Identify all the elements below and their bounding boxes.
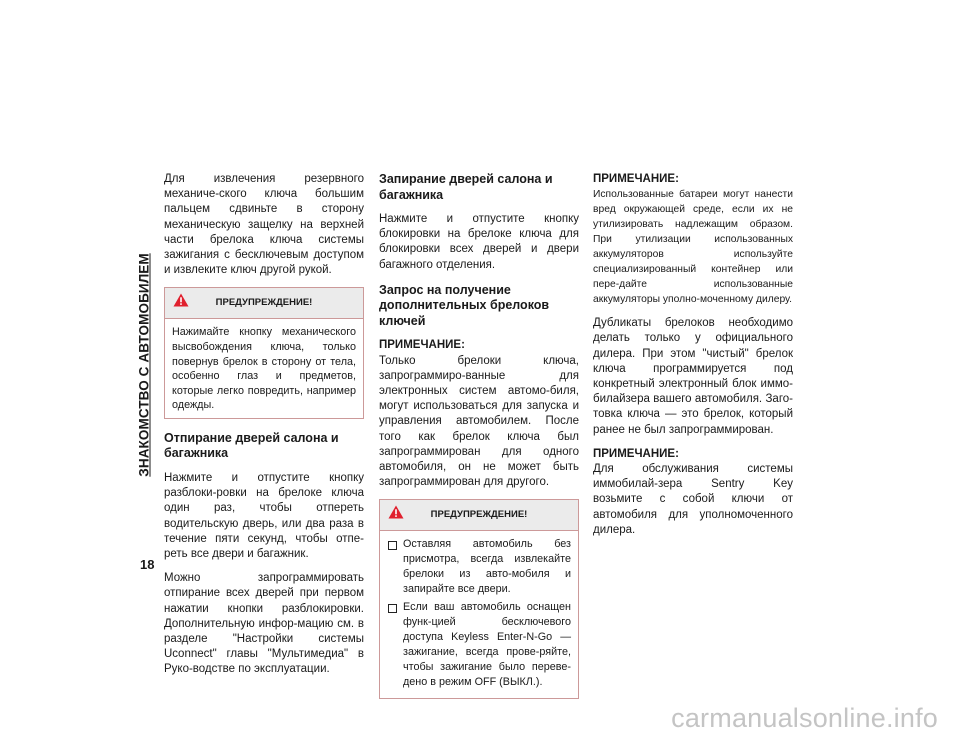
paragraph: Нажмите и отпустите кнопку блокировки на брелоке ключа для блокировки всех дверей и двери багажного отделения. [379, 213, 579, 271]
paragraph: Можно запрограммировать отпирание всех дверей при первом нажатии кнопки разблокировки. Дополнительную инфор-мацию см. в разделе "Настройки системы Uconnect" главы "Мультимедиа" в Руко-водстве по эксплуатации. [164, 572, 364, 676]
paragraph: Нажмите и отпустите кнопку разблоки-ровки на брелоке ключа один раз, чтобы отпереть водительскую дверь, или два раза в течение пяти секунд, чтобы отпе-реть все двери и багажник. [164, 471, 364, 560]
note-text: Использованные батареи могут нанести вред окружающей среде, если их не утилизировать надлежащим образом. При утилизации использованных аккумуляторов используйте специализированный контейнер или пере-дайте использованные аккумуляторы уполно-моченному дилеру. [593, 189, 793, 306]
warning-list [387, 537, 571, 690]
section-heading: Запирание дверей салона и багажника [379, 172, 553, 202]
column-2 [379, 172, 579, 711]
paragraph: Для извлечения резервного механиче-ского ключа большим пальцем сдвиньте в сторону механическую защелку на верхней части брелока ключа системы зажигания с бесключевым доступом и извлеките ключ другой рукой. [164, 173, 364, 277]
paragraph: Дубликаты брелоков необходимо делать только у официального дилера. При этом "чистый" брелок ключа программируется под конкретный электронный блок иммо-билайзера вашего автомобиля. Заго-товка ключа — это брелок, который ранее не был запрограммирован. [593, 317, 793, 436]
checkbox-bullet-icon [388, 604, 397, 613]
warning-title: ПРЕДУПРЕЖДЕНИЕ! [430, 509, 528, 521]
section-heading: Отпирание дверей салона и багажника [164, 430, 339, 461]
note-text: Для обслуживания системы иммобилай-зера Sentry Key возьмите с собой ключи от автомобиля для уполномоченного дилера. [593, 463, 793, 536]
warning-header [380, 500, 578, 531]
chapter-title [124, 180, 164, 550]
chapter-title-text: ЗНАКОМСТВО С АВТОМОБИЛЕМ [136, 253, 152, 477]
column-1 [164, 172, 364, 687]
warning-text: Нажимайте кнопку механического высвобождения ключа, только повернув брелок в сторону от тела, особенно глаз и предметов, которые легко повредить, например одежды. [172, 326, 356, 412]
note-title: ПРИМЕЧАНИЕ: [379, 339, 465, 352]
column-3 [593, 172, 793, 547]
list-item [387, 600, 571, 690]
note-title: ПРИМЕЧАНИЕ: [593, 173, 679, 185]
warning-body [165, 319, 363, 418]
checkbox-bullet-icon [388, 541, 397, 550]
page-number: 18 [140, 557, 155, 572]
list-item-text: Оставляя автомобиль без присмотра, всегда извлекайте брелоки из авто-мобиля и запирайте все двери. [403, 538, 571, 596]
list-item-text: Если ваш автомобиль оснащен функ-цией бесключевого доступа Keyless Enter-N-Go — зажигание, всегда прове-ряйте, чтобы зажигание было переве-дено в режим OFF (ВЫКЛ.). [403, 601, 571, 689]
warning-header [165, 288, 363, 319]
paragraph: Только брелоки ключа, запрограммиро-ванные для электронных систем автомо-биля, могут использоваться для запуска и управления автомобилем. После того как брелок ключа был запрограммирован для одного автомобиля, он не может быть запрограммирован для другого. [379, 354, 579, 489]
warning-box [379, 499, 579, 699]
warning-title: ПРЕДУПРЕЖДЕНИЕ! [215, 297, 313, 309]
warning-body [380, 531, 578, 698]
section-heading: Запрос на получение дополнительных брелоков ключей [379, 282, 550, 328]
note-title: ПРИМЕЧАНИЕ: [593, 447, 679, 460]
watermark: carmanualsonline.info [671, 703, 938, 733]
warning-box [164, 287, 364, 419]
list-item [387, 537, 571, 597]
